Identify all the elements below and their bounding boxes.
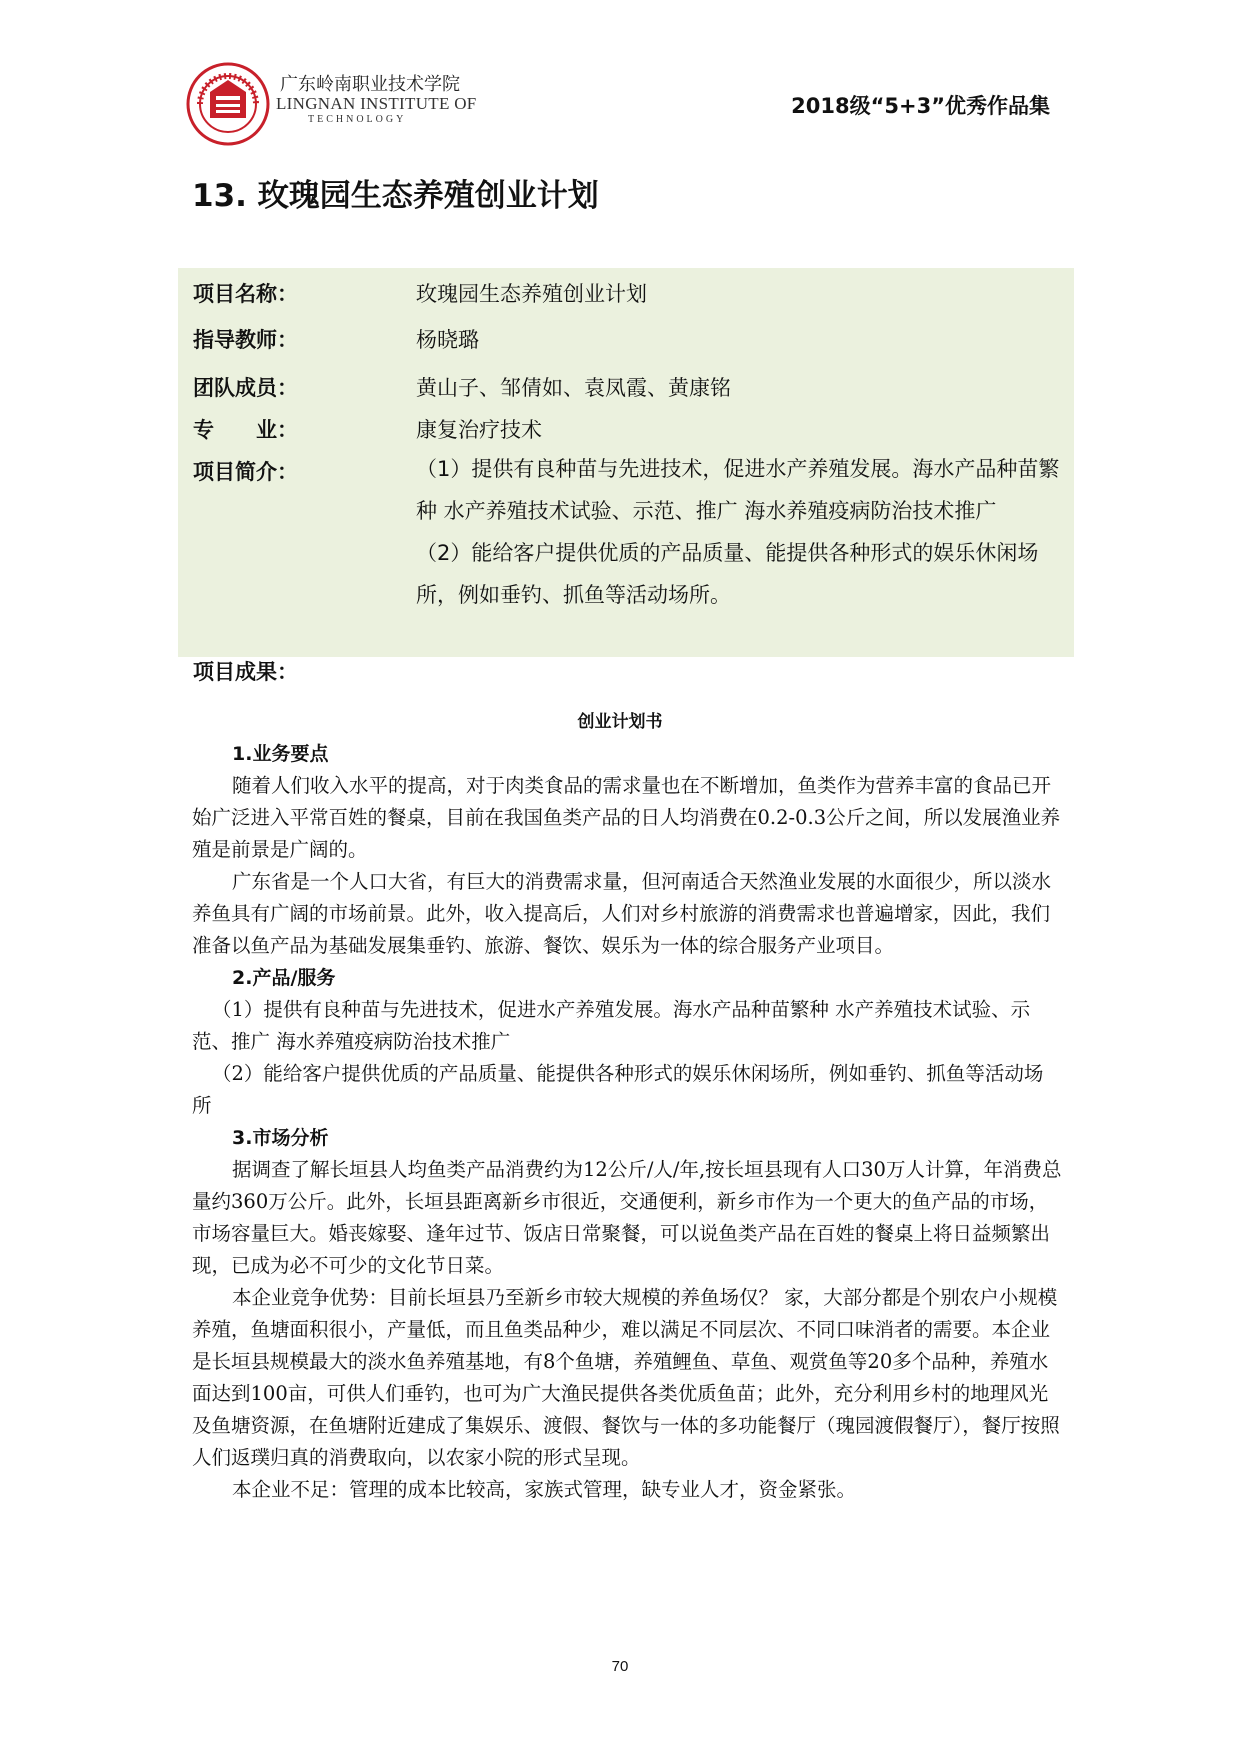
section-heading-market: 3.市场分析 [232,1127,329,1149]
paragraph: 广东省是一个人口大省，有巨大的消费需求量，但河南适合天然渔业发展的水面很少，所以淡水养鱼具有广阔的市场前景。此外，收入提高后，人们对乡村旅游的消费需求也普遍增家，因此，我们准备以鱼产品为基础发展集垂钓、旅游、餐饮、娱乐为一体的综合服务产业项目。 [192,870,1052,957]
info-value-name: 玫瑰园生态养殖创业计划 [416,282,647,306]
project-title: 13. 玫瑰园生态养殖创业计划 [192,178,599,214]
institute-name-cn: 广东岭南职业技术学院 [280,74,460,95]
plan-body [192,738,1062,1506]
info-label-team: 团队成员： [193,376,298,400]
institute-name-en-line2: TECHNOLOGY [308,114,407,125]
institute-name-en: LINGNAN INSTITUTE OF [276,94,477,113]
paragraph: 本企业竞争优势：目前长垣县乃至新乡市较大规模的养鱼场仅？ 家，大部分都是个别农户小规模养殖，鱼塘面积很小，产量低，而且鱼类品种少，难以满足不同层次、不同口味消者的需要。本企业是长垣县规模最大的淡水鱼养殖基地，有8个鱼塘，养殖鲤鱼、草鱼、观赏鱼等20多个品种，养殖水面达到100亩，可供人们垂钓，也可为广大渔民提供各类优质鱼苗；此外，充分利用乡村的地理风光及鱼塘资源，在鱼塘附近建成了集娱乐、渡假、餐饮与一体的多功能餐厅（瑰园渡假餐厅），餐厅按照人们返璞归真的消费取向，以农家小院的形式呈现。 [192,1286,1060,1469]
paragraph: （2）能给客户提供优质的产品质量、能提供各种形式的娱乐休闲场所，例如垂钓、抓鱼等活动场所 [192,1062,1044,1117]
info-value-team: 黄山子、邹倩如、袁凤霞、黄康铭 [416,376,731,400]
paragraph: 本企业不足：管理的成本比较高，家族式管理，缺专业人才，资金紧张。 [232,1478,857,1501]
section-heading-business: 1.业务要点 [232,743,329,765]
paragraph: 据调查了解长垣县人均鱼类产品消费约为12公斤/人/年,按长垣县现有人口30万人计算，年消费总量约360万公斤。此外，长垣县距离新乡市很近，交通便利，新乡市作为一个更大的鱼产品的市场，市场容量巨大。婚丧嫁娶、逢年过节、饭店日常聚餐，可以说鱼类产品在百姓的餐桌上将日益频繁出现，已成为必不可少的文化节日菜。 [192,1158,1062,1277]
paragraph: （1）提供有良种苗与先进技术，促进水产养殖发展。海水产品种苗繁种 水产养殖技术试验、示范、推广 海水养殖疫病防治技术推广 [192,998,1031,1053]
info-label-major: 专 业： [193,418,298,442]
project-summary [416,448,1066,616]
achievement-label: 项目成果： [193,660,298,684]
info-label-name: 项目名称： [193,282,298,306]
info-value-teacher: 杨晓璐 [416,328,479,352]
info-value-major: 康复治疗技术 [416,418,542,442]
info-label-summary: 项目简介： [193,460,298,484]
summary-paragraph-2: （2）能给客户提供优质的产品质量、能提供各种形式的娱乐休闲场所，例如垂钓、抓鱼等活动场所。 [416,541,1039,607]
paragraph: 随着人们收入水平的提高，对于肉类食品的需求量也在不断增加，鱼类作为营养丰富的食品已开始广泛进入平常百姓的餐桌，目前在我国鱼类产品的日人均消费在0.2-0.3公斤之间，所以发展渔业养殖是前景是广阔的。 [192,774,1061,861]
page-number: 70 [611,1658,629,1675]
plan-title: 创业计划书 [577,712,663,732]
institute-logo [186,62,270,146]
summary-paragraph-1: （1）提供有良种苗与先进技术，促进水产养殖发展。海水产品种苗繁种 水产养殖技术试验、示范、推广 海水养殖疫病防治技术推广 [416,457,1060,523]
collection-title: 2018级“5+3”优秀作品集 [791,94,1050,118]
info-label-teacher: 指导教师： [193,328,298,352]
section-heading-product: 2.产品/服务 [232,967,336,989]
